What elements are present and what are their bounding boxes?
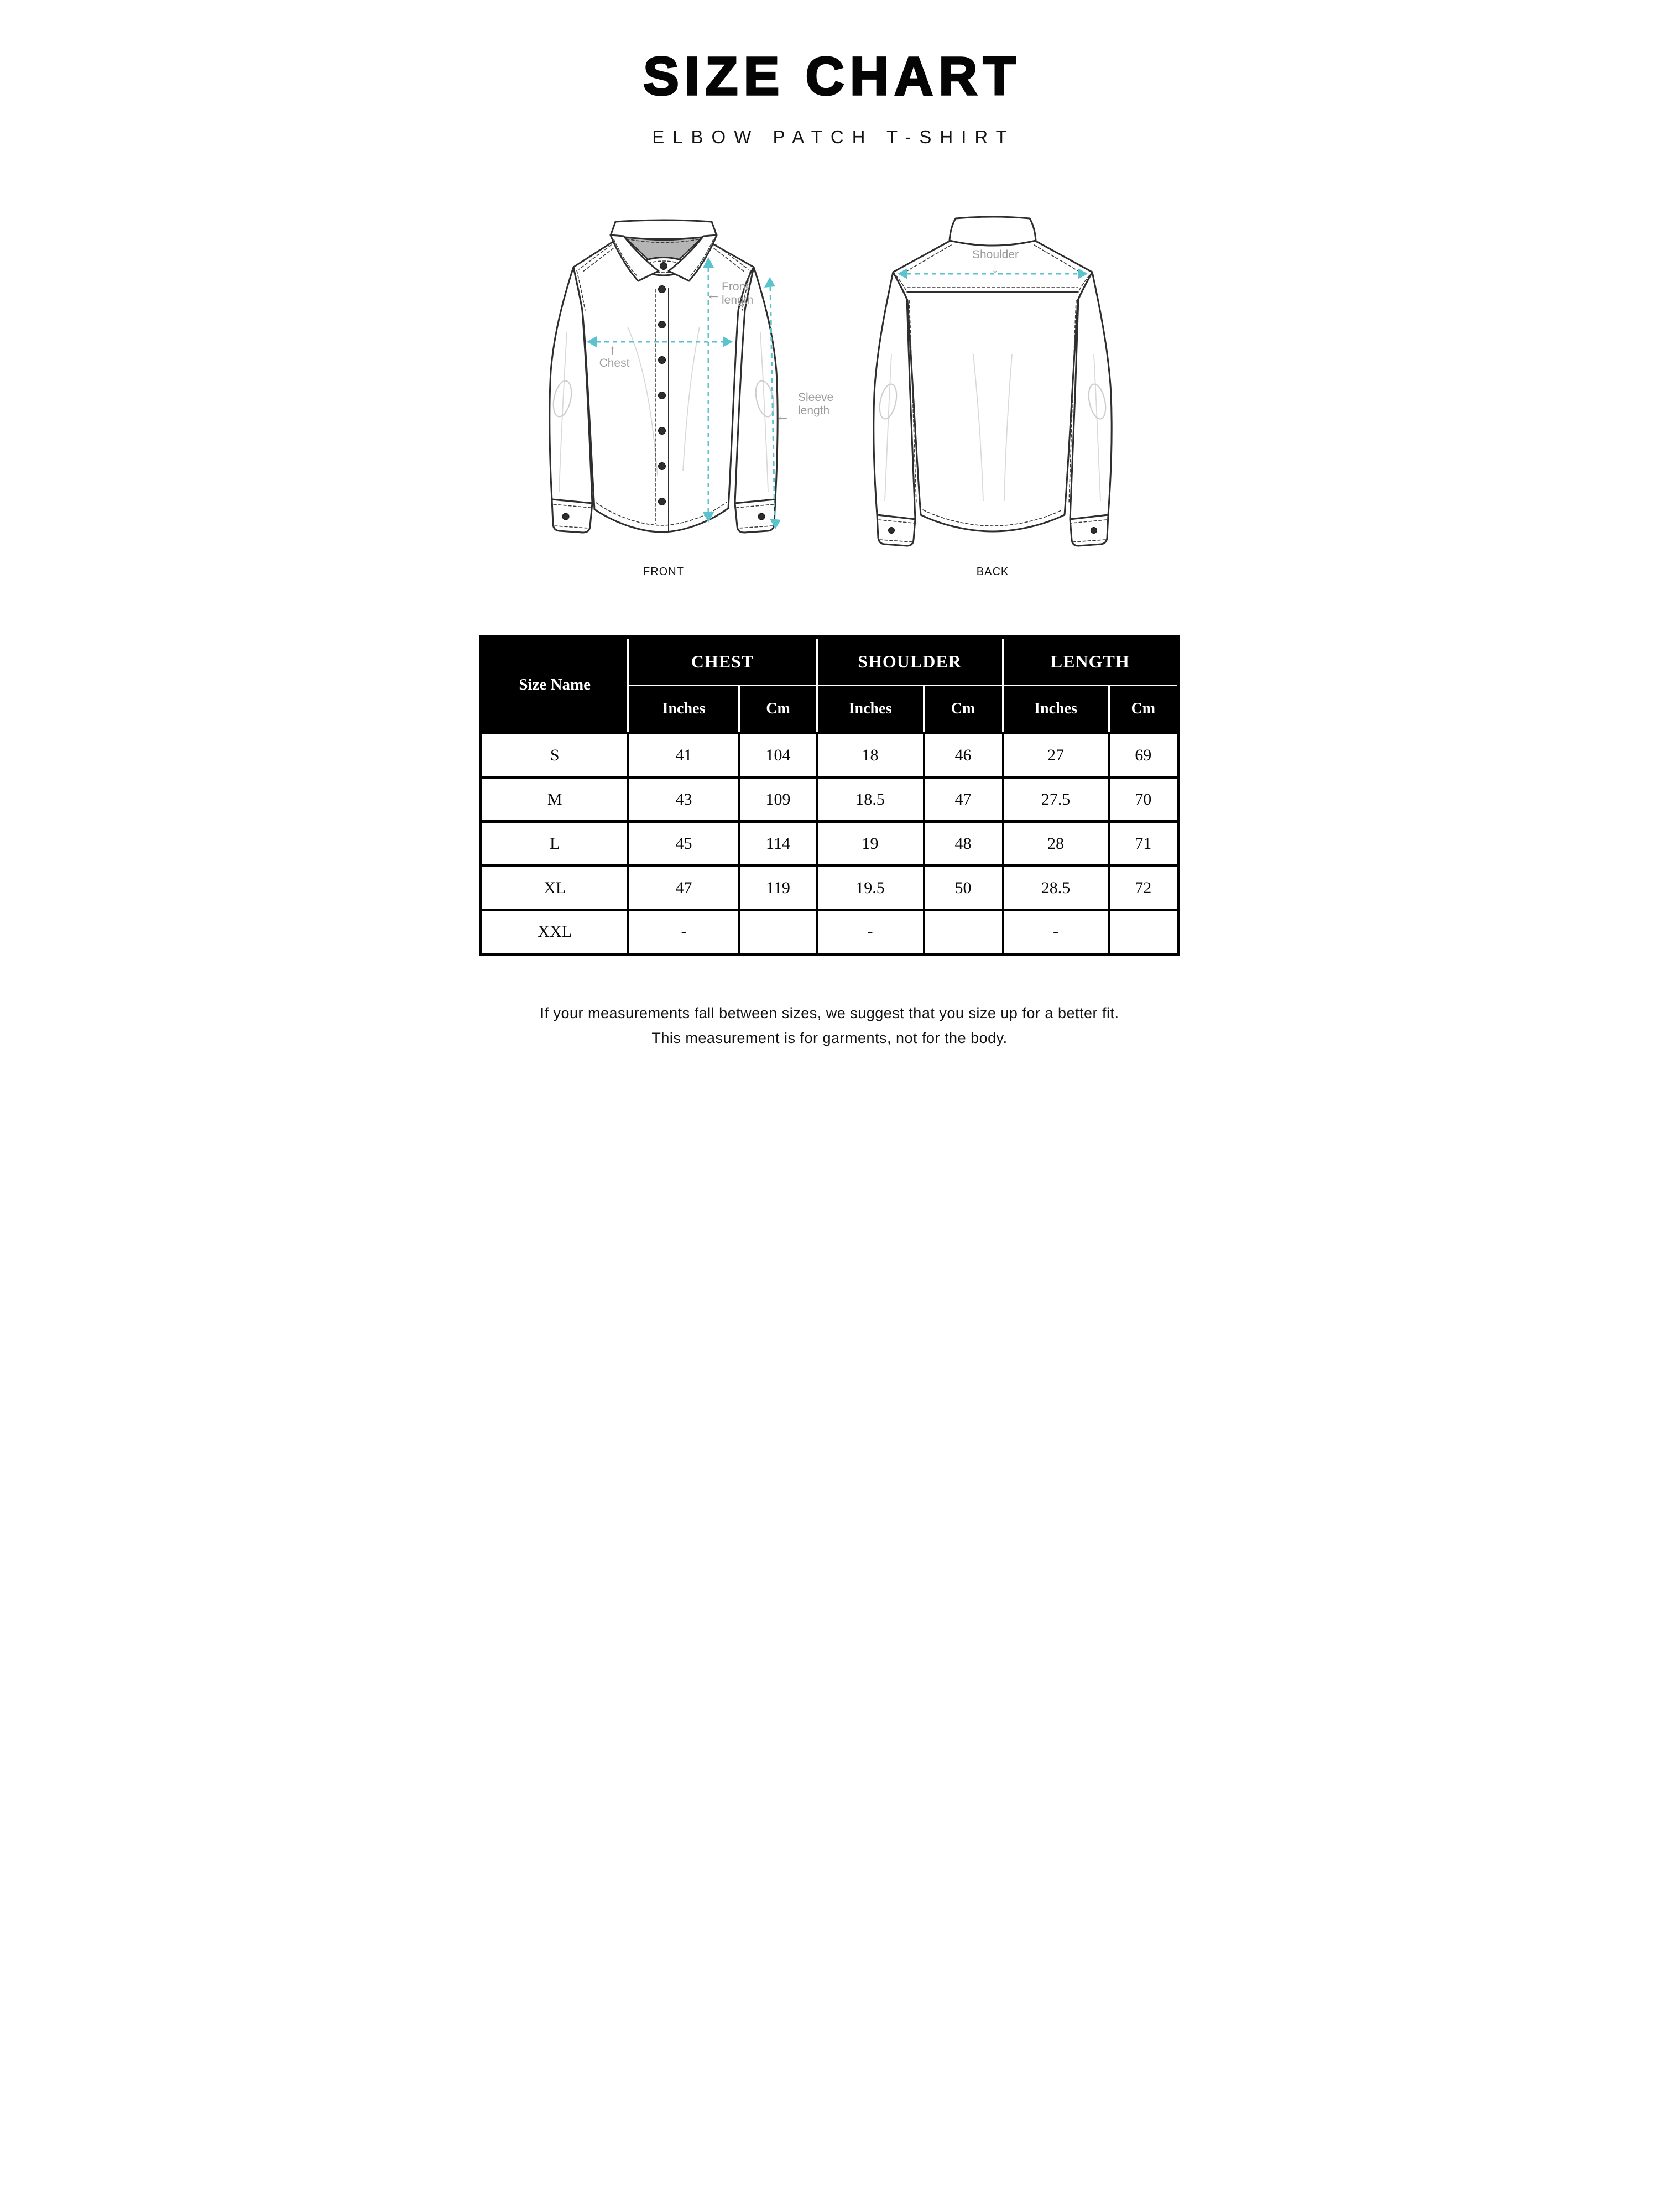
shoulder-label: Shoulder	[972, 248, 1019, 261]
size-name-header: Size Name	[481, 637, 628, 733]
size-chart-page	[415, 0, 1244, 1106]
table-row-l	[481, 822, 1178, 866]
shoulder-inches-header: Inches	[817, 686, 924, 733]
value-cell	[739, 910, 817, 954]
front-length-label: Front length	[722, 280, 754, 307]
value-cell: 18.5	[817, 778, 924, 822]
front-length-pointer-icon: ←	[706, 285, 721, 302]
table-row-xl	[481, 866, 1178, 910]
value-cell: -	[1003, 910, 1109, 954]
chest-label: Chest	[599, 356, 630, 369]
value-cell: 70	[1109, 778, 1178, 822]
page-title: SIZE CHART	[643, 46, 1022, 106]
value-cell: 43	[628, 778, 739, 822]
value-cell: 28	[1003, 822, 1109, 866]
table-row-s	[481, 733, 1178, 778]
chest-inches-header: Inches	[628, 686, 739, 733]
page-subtitle: ELBOW PATCH T-SHIRT	[652, 126, 1015, 147]
shoulder-group-header: SHOULDER	[817, 637, 1003, 686]
value-cell: 28.5	[1003, 866, 1109, 910]
value-cell: 19	[817, 822, 924, 866]
shirt-diagrams	[534, 216, 1125, 582]
value-cell: 46	[924, 733, 1003, 778]
value-cell: 18	[817, 733, 924, 778]
value-cell: 109	[739, 778, 817, 822]
size-cell: XL	[481, 866, 628, 910]
length-group-header: LENGTH	[1003, 637, 1178, 686]
shoulder-pointer-icon: ↓	[992, 259, 999, 276]
value-cell	[1109, 910, 1178, 954]
footer-note-1: If your measurements fall between sizes, we suggest that you size up for a better fit.	[540, 1004, 1119, 1021]
chest-group-header: CHEST	[628, 637, 817, 686]
sleeve-length-label: Sleeve length	[798, 390, 834, 418]
value-cell: 47	[628, 866, 739, 910]
table-row-xxl	[481, 910, 1178, 954]
front-shirt-illustration	[534, 216, 794, 559]
footer-note-2: This measurement is for garments, not for the body.	[651, 1029, 1008, 1046]
length-inches-header: Inches	[1003, 686, 1109, 733]
value-cell: 47	[924, 778, 1003, 822]
back-caption: BACK	[976, 565, 1009, 578]
table-row-m	[481, 778, 1178, 822]
value-cell: 19.5	[817, 866, 924, 910]
value-cell	[924, 910, 1003, 954]
value-cell: 48	[924, 822, 1003, 866]
value-cell: 72	[1109, 866, 1178, 910]
front-caption: FRONT	[643, 565, 684, 578]
value-cell: 104	[739, 733, 817, 778]
size-table-body	[481, 733, 1178, 954]
value-cell: 119	[739, 866, 817, 910]
size-cell: M	[481, 778, 628, 822]
sleeve-length-pointer-icon: ←	[775, 407, 790, 424]
value-cell: 41	[628, 733, 739, 778]
value-cell: -	[817, 910, 924, 954]
size-table	[479, 635, 1180, 956]
shoulder-cm-header: Cm	[924, 686, 1003, 733]
value-cell: 71	[1109, 822, 1178, 866]
value-cell: 50	[924, 866, 1003, 910]
size-cell: XXL	[481, 910, 628, 954]
value-cell: 27	[1003, 733, 1109, 778]
size-cell: S	[481, 733, 628, 778]
front-shirt-drawing	[550, 220, 778, 533]
value-cell: 114	[739, 822, 817, 866]
value-cell: -	[628, 910, 739, 954]
footer-notes	[415, 1005, 1244, 1047]
chest-pointer-icon: ↑	[609, 341, 616, 358]
length-cm-header: Cm	[1109, 686, 1178, 733]
chest-cm-header: Cm	[739, 686, 817, 733]
size-table-header	[481, 637, 1178, 733]
value-cell: 45	[628, 822, 739, 866]
value-cell: 27.5	[1003, 778, 1109, 822]
value-cell: 69	[1109, 733, 1178, 778]
size-cell: L	[481, 822, 628, 866]
